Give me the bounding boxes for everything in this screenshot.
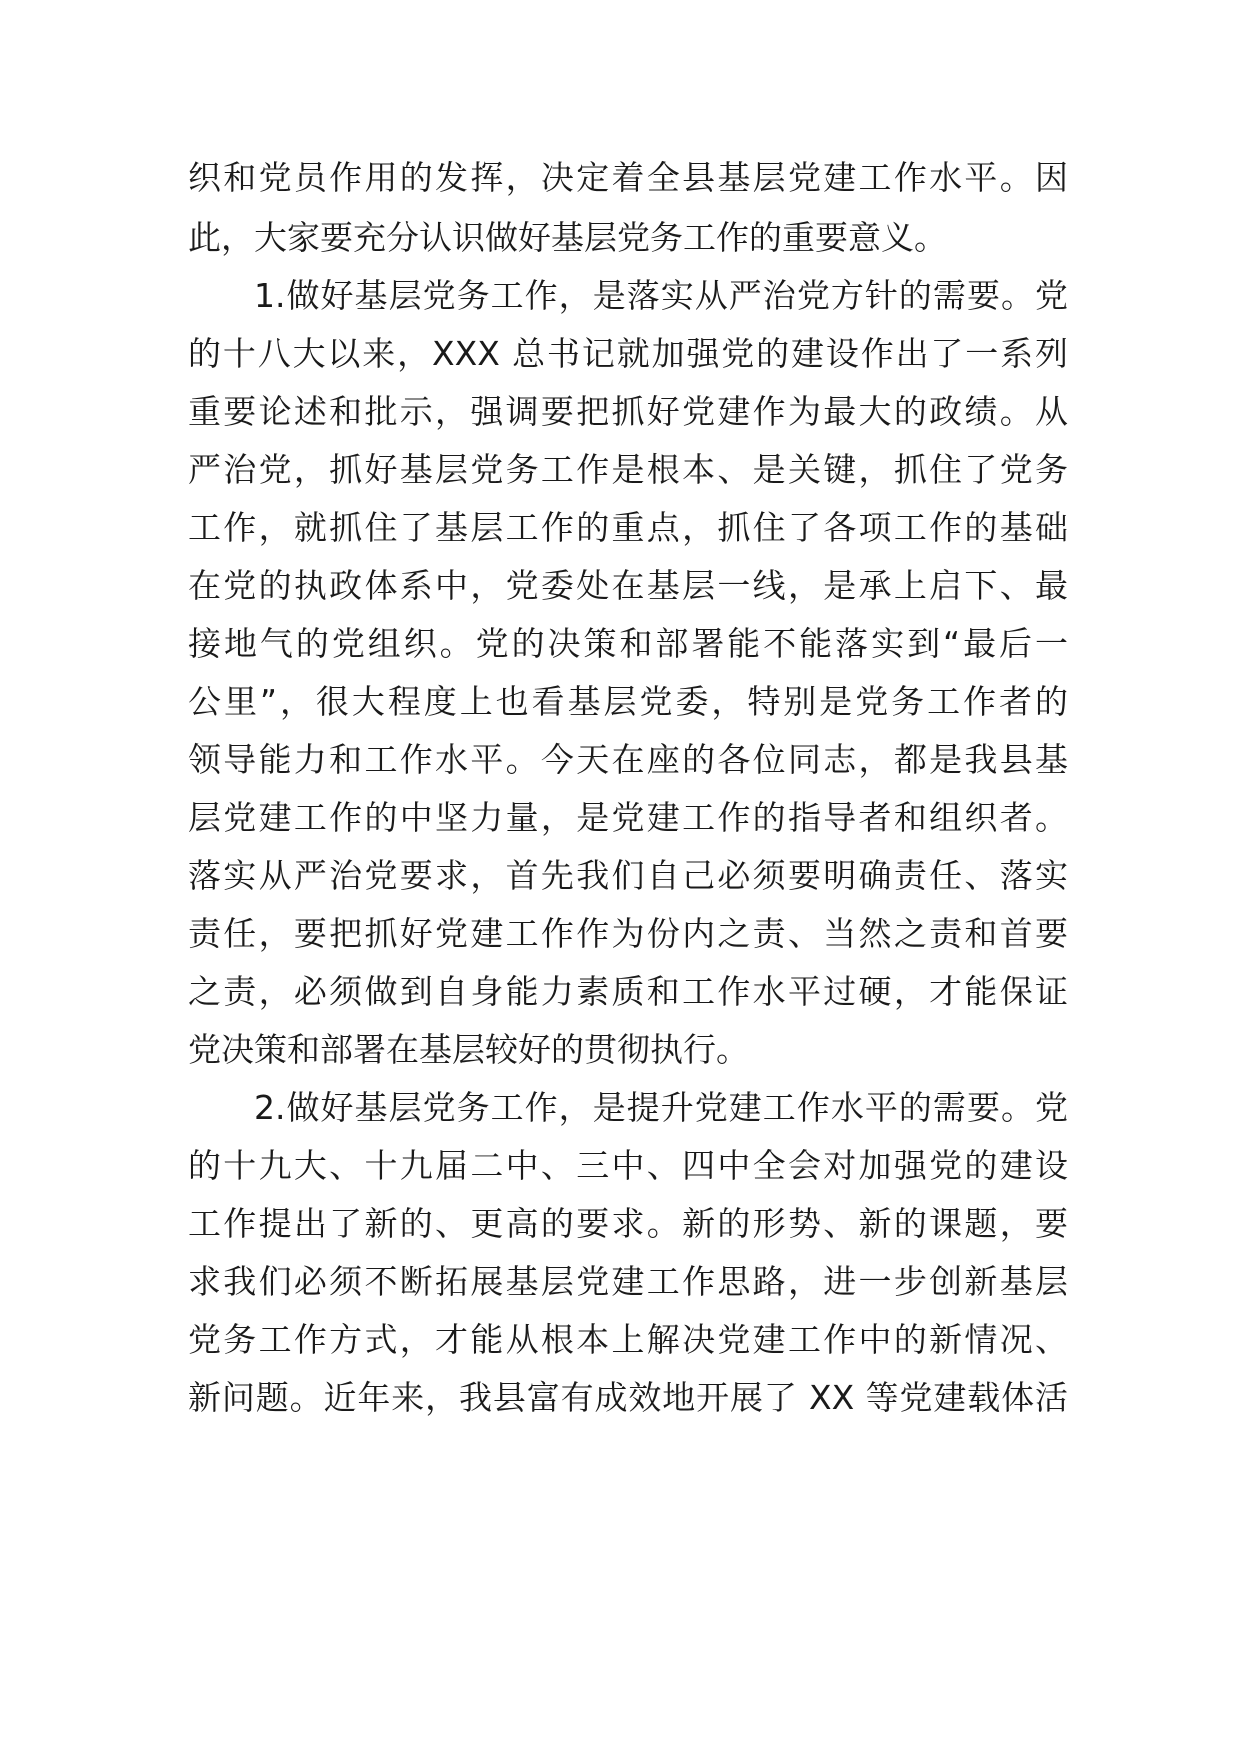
text-line: 之责，必须做到自身能力素质和工作水平过硬，才能保证 bbox=[188, 972, 1068, 1011]
text-line: 接地气的党组织。党的决策和部署能不能落实到“最后一 bbox=[188, 624, 1068, 663]
text-line: 求我们必须不断拓展基层党建工作思路，进一步创新基层 bbox=[188, 1262, 1068, 1301]
paragraph-1-first-line: 1.做好基层党务工作，是落实从严治党方针的需要。党 bbox=[254, 276, 1068, 315]
text-line: 的十九大、十九届二中、三中、四中全会对加强党的建设 bbox=[188, 1146, 1068, 1185]
text-line: 党决策和部署在基层较好的贯彻执行。 bbox=[188, 1030, 749, 1069]
text-line: 新问题。近年来，我县富有成效地开展了 XX 等党建载体活 bbox=[188, 1378, 1068, 1417]
text-line: 的十八大以来，XXX 总书记就加强党的建设作出了一系列 bbox=[188, 334, 1068, 373]
text-line: 此，大家要充分认识做好基层党务工作的重要意义。 bbox=[188, 218, 947, 257]
text-line: 层党建工作的中坚力量，是党建工作的指导者和组织者。 bbox=[188, 798, 1068, 837]
text-line: 织和党员作用的发挥，决定着全县基层党建工作水平。因 bbox=[188, 158, 1068, 197]
text-line: 工作，就抓住了基层工作的重点，抓住了各项工作的基础 bbox=[188, 508, 1068, 547]
paragraph-2-first-line: 2.做好基层党务工作，是提升党建工作水平的需要。党 bbox=[254, 1088, 1068, 1127]
text-line: 责任，要把抓好党建工作作为份内之责、当然之责和首要 bbox=[188, 914, 1068, 953]
text-line: 工作提出了新的、更高的要求。新的形势、新的课题，要 bbox=[188, 1204, 1068, 1243]
text-line: 落实从严治党要求，首先我们自己必须要明确责任、落实 bbox=[188, 856, 1068, 895]
text-line: 严治党，抓好基层党务工作是根本、是关键，抓住了党务 bbox=[188, 450, 1068, 489]
text-line: 领导能力和工作水平。今天在座的各位同志，都是我县基 bbox=[188, 740, 1068, 779]
text-line: 党务工作方式，才能从根本上解决党建工作中的新情况、 bbox=[188, 1320, 1068, 1359]
text-line: 在党的执政体系中，党委处在基层一线，是承上启下、最 bbox=[188, 566, 1068, 605]
text-line: 公里”，很大程度上也看基层党委，特别是党务工作者的 bbox=[188, 682, 1068, 721]
text-line: 重要论述和批示，强调要把抓好党建作为最大的政绩。从 bbox=[188, 392, 1068, 431]
